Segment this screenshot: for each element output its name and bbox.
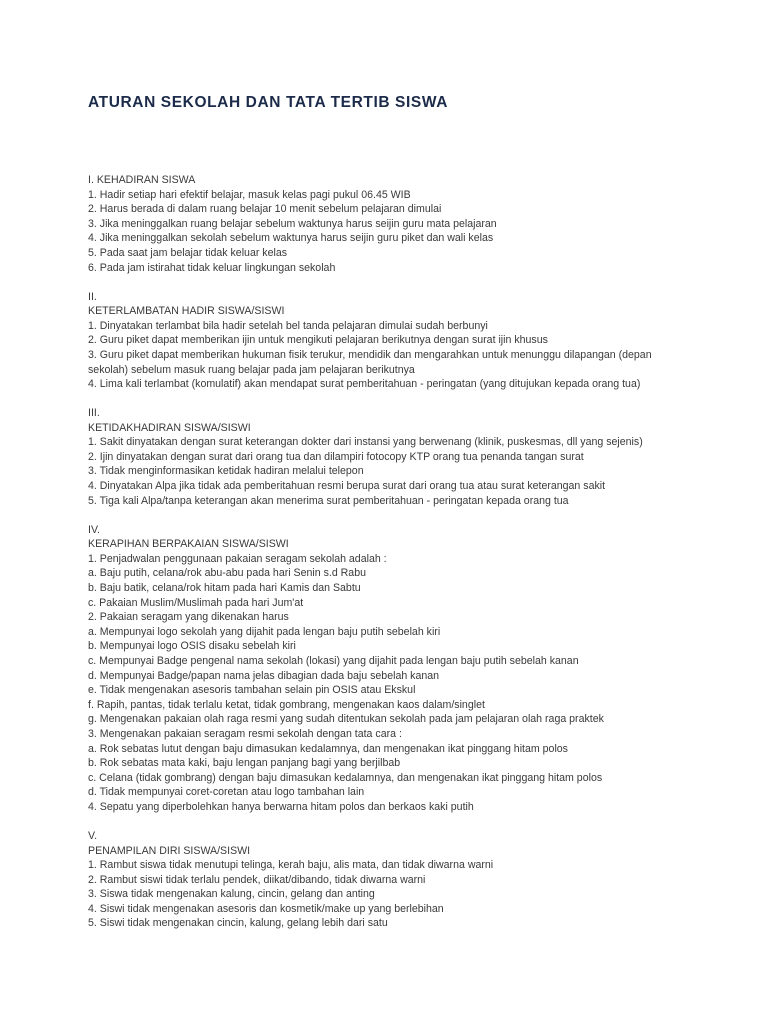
rule-line: 1. Dinyatakan terlambat bila hadir setelah bel tanda pelajaran dimulai sudah berbunyi bbox=[88, 319, 488, 332]
rule-line: 1. Penjadwalan penggunaan pakaian seragam sekolah adalah : bbox=[88, 552, 387, 565]
rule-line: c. Mempunyai Badge pengenal nama sekolah (lokasi) yang dijahit pada lengan baju putih sebelah kanan bbox=[88, 654, 579, 667]
rule-line: b. Baju batik, celana/rok hitam pada hari Kamis dan Sabtu bbox=[88, 582, 361, 595]
rule-line: a. Baju putih, celana/rok abu-abu pada hari Senin s.d Rabu bbox=[88, 567, 366, 580]
rule-line: 4. Dinyatakan Alpa jika tidak ada pemberitahuan resmi berupa surat dari orang tua atau surat keterangan sakit bbox=[88, 480, 606, 493]
rule-line: d. Mempunyai Badge/papan nama jelas dibagian dada baju sebelah kanan bbox=[88, 669, 440, 682]
rule-line: 4. Lima kali terlambat (komulatif) akan mendapat surat pemberitahuan - peringatan (yang ditujukan kepada orang tua) bbox=[88, 378, 641, 391]
section-heading: II. bbox=[88, 290, 97, 303]
rule-line: 2. Rambut siswi tidak terlalu pendek, diikat/dibando, tidak diwarna warni bbox=[88, 873, 426, 886]
rule-line: 2. Harus berada di dalam ruang belajar 10 menit sebelum pelajaran dimulai bbox=[88, 203, 442, 216]
rule-line: sekolah) sebelum masuk ruang belajar pada jam pelajaran berikutnya bbox=[88, 363, 415, 376]
section-heading: IV. bbox=[88, 523, 100, 536]
section-1 bbox=[88, 173, 688, 275]
rule-line: e. Tidak mengenakan asesoris tambahan selain pin OSIS atau Ekskul bbox=[88, 684, 416, 697]
rule-line: KETIDAKHADIRAN SISWA/SISWI bbox=[88, 421, 251, 434]
rule-line: 5. Tiga kali Alpa/tanpa keterangan akan menerima surat pemberitahuan - peringatan kepada orang tua bbox=[88, 494, 569, 507]
rule-line: g. Mengenakan pakaian olah raga resmi yang sudah ditentukan sekolah pada jam pelajaran olah raga praktek bbox=[88, 713, 604, 726]
section-heading: I. KEHADIRAN SISWA bbox=[88, 174, 196, 186]
rule-line: 5. Pada saat jam belajar tidak keluar kelas bbox=[88, 246, 288, 259]
section-3 bbox=[88, 406, 688, 508]
rule-line: 3. Guru piket dapat memberikan hukuman fisik terukur, mendidik dan mengarahkan untuk menunggu dilapangan (depan bbox=[88, 348, 652, 361]
section-heading: V. bbox=[88, 829, 98, 842]
rule-line: f. Rapih, pantas, tidak terlalu ketat, tidak gombrang, mengenakan kaos dalam/singlet bbox=[88, 698, 485, 711]
rule-line: 1. Rambut siswa tidak menutupi telinga, kerah baju, alis mata, dan tidak diwarna warni bbox=[88, 859, 494, 872]
section-5 bbox=[88, 829, 688, 931]
rule-line: b. Mempunyai logo OSIS disaku sebelah kiri bbox=[88, 640, 296, 653]
document-body bbox=[88, 173, 688, 931]
rule-line: PENAMPILAN DIRI SISWA/SISWI bbox=[88, 844, 251, 857]
rule-line: a. Mempunyai logo sekolah yang dijahit pada lengan baju putih sebelah kiri bbox=[88, 625, 441, 638]
rule-line: b. Rok sebatas mata kaki, baju lengan panjang bagi yang berjilbab bbox=[88, 757, 401, 770]
rule-line: c. Celana (tidak gombrang) dengan baju dimasukan kedalamnya, dan mengenakan ikat pinggang hitam polos bbox=[88, 771, 603, 784]
rule-line: 5. Siswi tidak mengenakan cincin, kalung, gelang lebih dari satu bbox=[88, 917, 388, 930]
document-title: ATURAN SEKOLAH DAN TATA TERTIB SISWA bbox=[88, 94, 448, 111]
rule-line: a. Rok sebatas lutut dengan baju dimasukan kedalamnya, dan mengenakan ikat pinggang hitam polos bbox=[88, 742, 568, 755]
rule-line: c. Pakaian Muslim/Muslimah pada hari Jum'at bbox=[88, 596, 304, 609]
rule-line: 2. Ijin dinyatakan dengan surat dari orang tua dan dilampiri fotocopy KTP orang tua penanda tangan surat bbox=[88, 450, 584, 463]
rule-line: 3. Mengenakan pakaian seragam resmi sekolah dengan tata cara : bbox=[88, 727, 402, 740]
rule-line: 3. Siswa tidak mengenakan kalung, cincin, gelang dan anting bbox=[88, 888, 375, 901]
rule-line: 3. Jika meninggalkan ruang belajar sebelum waktunya harus seijin guru mata pelajaran bbox=[88, 217, 497, 230]
rule-line: d. Tidak mempunyai coret-coretan atau logo tambahan lain bbox=[88, 786, 365, 799]
section-heading: III. bbox=[88, 407, 100, 420]
rule-line: 2. Pakaian seragam yang dikenakan harus bbox=[88, 611, 289, 624]
rule-line: KETERLAMBATAN HADIR SISWA/SISWI bbox=[88, 305, 285, 318]
rule-line: 4. Sepatu yang diperbolehkan hanya berwarna hitam polos dan berkaos kaki putih bbox=[88, 800, 474, 813]
rule-line: 4. Siswi tidak mengenakan asesoris dan kosmetik/make up yang berlebihan bbox=[88, 902, 444, 915]
rule-line: 1. Hadir setiap hari efektif belajar, masuk kelas pagi pukul 06.45 WIB bbox=[88, 188, 411, 201]
rule-line: 3. Tidak menginformasikan ketidak hadiran melalui telepon bbox=[88, 465, 364, 478]
section-4 bbox=[88, 523, 688, 815]
rule-line: 1. Sakit dinyatakan dengan surat keterangan dokter dari instansi yang berwenang (klinik, puskesmas, dll yang sejenis) bbox=[88, 436, 643, 449]
rule-line: 2. Guru piket dapat memberikan ijin untuk mengikuti pelajaran berikutnya dengan surat ijin khusus bbox=[88, 334, 548, 347]
rule-line: 4. Jika meninggalkan sekolah sebelum waktunya harus seijin guru piket dan wali kelas bbox=[88, 232, 494, 245]
rule-line: KERAPIHAN BERPAKAIAN SISWA/SISWI bbox=[88, 538, 289, 551]
rule-line: 6. Pada jam istirahat tidak keluar lingkungan sekolah bbox=[88, 261, 336, 274]
section-2 bbox=[88, 290, 688, 392]
